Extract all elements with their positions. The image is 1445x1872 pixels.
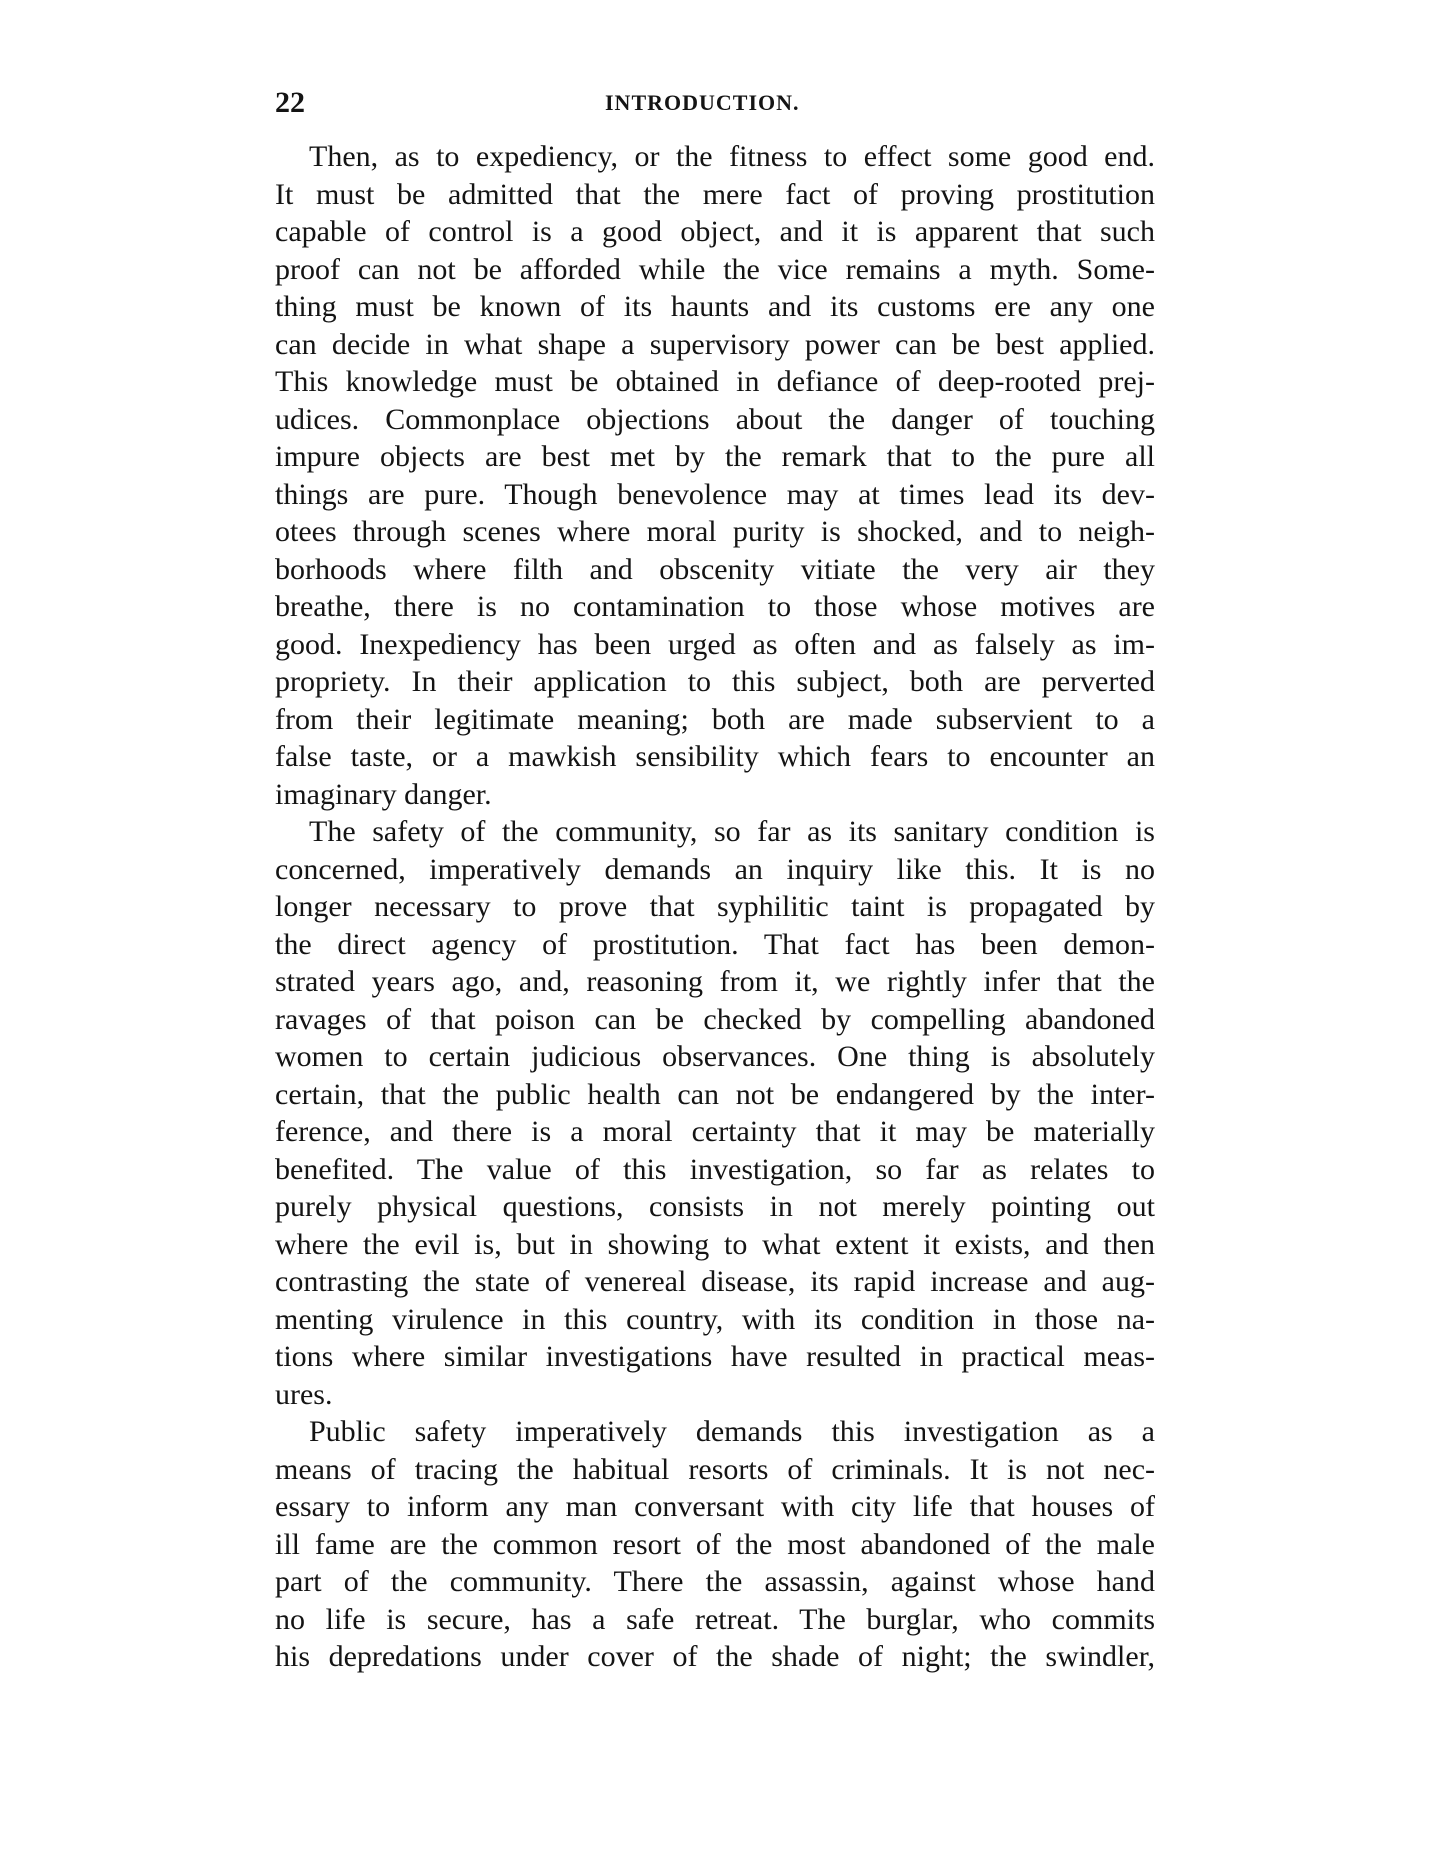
text-line: benefited. The value of this investigation, so far as relates to [275, 1152, 1155, 1186]
text-line: concerned, imperatively demands an inquiry like this. It is no [275, 852, 1155, 886]
text-line: breathe, there is no contamination to those whose motives are [275, 590, 1155, 623]
text-line: good. Inexpediency has been urged as often and as falsely as im- [275, 627, 1155, 661]
text-line: ravages of that poison can be checked by compelling abandoned [275, 1002, 1155, 1036]
text-line: his depredations under cover of the shade of night; the swindler, [275, 1640, 1155, 1673]
text-line: things are pure. Though benevolence may at times lead its dev- [275, 477, 1155, 511]
page-number: 22 [275, 86, 305, 119]
text-line: can decide in what shape a supervisory power can be best applied. [275, 327, 1155, 361]
text-line: essary to inform any man conversant with city life that houses of [275, 1490, 1155, 1523]
text-line: ures. [275, 1377, 333, 1411]
text-line: ference, and there is a moral certainty that it may be materially [275, 1115, 1155, 1148]
text-line: thing must be known of its haunts and its customs ere any one [275, 290, 1155, 323]
text-line: part of the community. There the assassin, against whose hand [275, 1565, 1155, 1598]
text-line: longer necessary to prove that syphilitic taint is propagated by [275, 890, 1155, 923]
text-line: false taste, or a mawkish sensibility which fears to encounter an [275, 740, 1155, 773]
text-line: udices. Commonplace objections about the danger of touching [275, 402, 1155, 436]
body-text [275, 138, 1155, 1676]
text-line: women to certain judicious observances. One thing is absolutely [275, 1040, 1155, 1073]
running-head [275, 82, 1155, 132]
text-line: propriety. In their application to this subject, both are perverted [275, 665, 1155, 698]
text-line: purely physical questions, consists in not merely pointing out [275, 1190, 1155, 1223]
text-line: contrasting the state of venereal disease, its rapid increase and aug- [275, 1265, 1155, 1298]
text-line: means of tracing the habitual resorts of criminals. It is not nec- [275, 1452, 1155, 1486]
text-line: strated years ago, and, reasoning from it, we rightly infer that the [275, 965, 1155, 998]
text-line: Public safety imperatively demands this investigation as a [309, 1415, 1155, 1448]
text-line: tions where similar investigations have resulted in practical meas- [275, 1340, 1155, 1373]
text-line: imaginary danger. [275, 777, 492, 811]
text-line: no life is secure, has a safe retreat. The burglar, who commits [275, 1602, 1155, 1636]
text-line: The safety of the community, so far as its sanitary condition is [309, 815, 1155, 848]
text-line: This knowledge must be obtained in defiance of deep-rooted prej- [275, 365, 1155, 398]
text-line: menting virulence in this country, with its condition in those na- [275, 1302, 1155, 1336]
text-line: borhoods where filth and obscenity vitiate the very air they [275, 552, 1155, 586]
text-line: Then, as to expediency, or the fitness to effect some good end. [309, 140, 1155, 173]
text-line: certain, that the public health can not be endangered by the inter- [275, 1077, 1155, 1111]
text-line: proof can not be afforded while the vice remains a myth. Some- [275, 252, 1155, 286]
running-title: INTRODUCTION. [605, 90, 800, 115]
text-line: the direct agency of prostitution. That fact has been demon- [275, 927, 1155, 961]
text-line: It must be admitted that the mere fact of proving prostitution [275, 177, 1155, 211]
text-line: otees through scenes where moral purity is shocked, and to neigh- [275, 515, 1155, 548]
text-line: capable of control is a good object, and it is apparent that such [275, 215, 1155, 248]
text-line: impure objects are best met by the remark that to the pure all [275, 440, 1155, 473]
text-line: where the evil is, but in showing to what extent it exists, and then [275, 1227, 1155, 1261]
text-line: ill fame are the common resort of the most abandoned of the male [275, 1527, 1155, 1561]
text-line: from their legitimate meaning; both are made subservient to a [275, 702, 1155, 736]
